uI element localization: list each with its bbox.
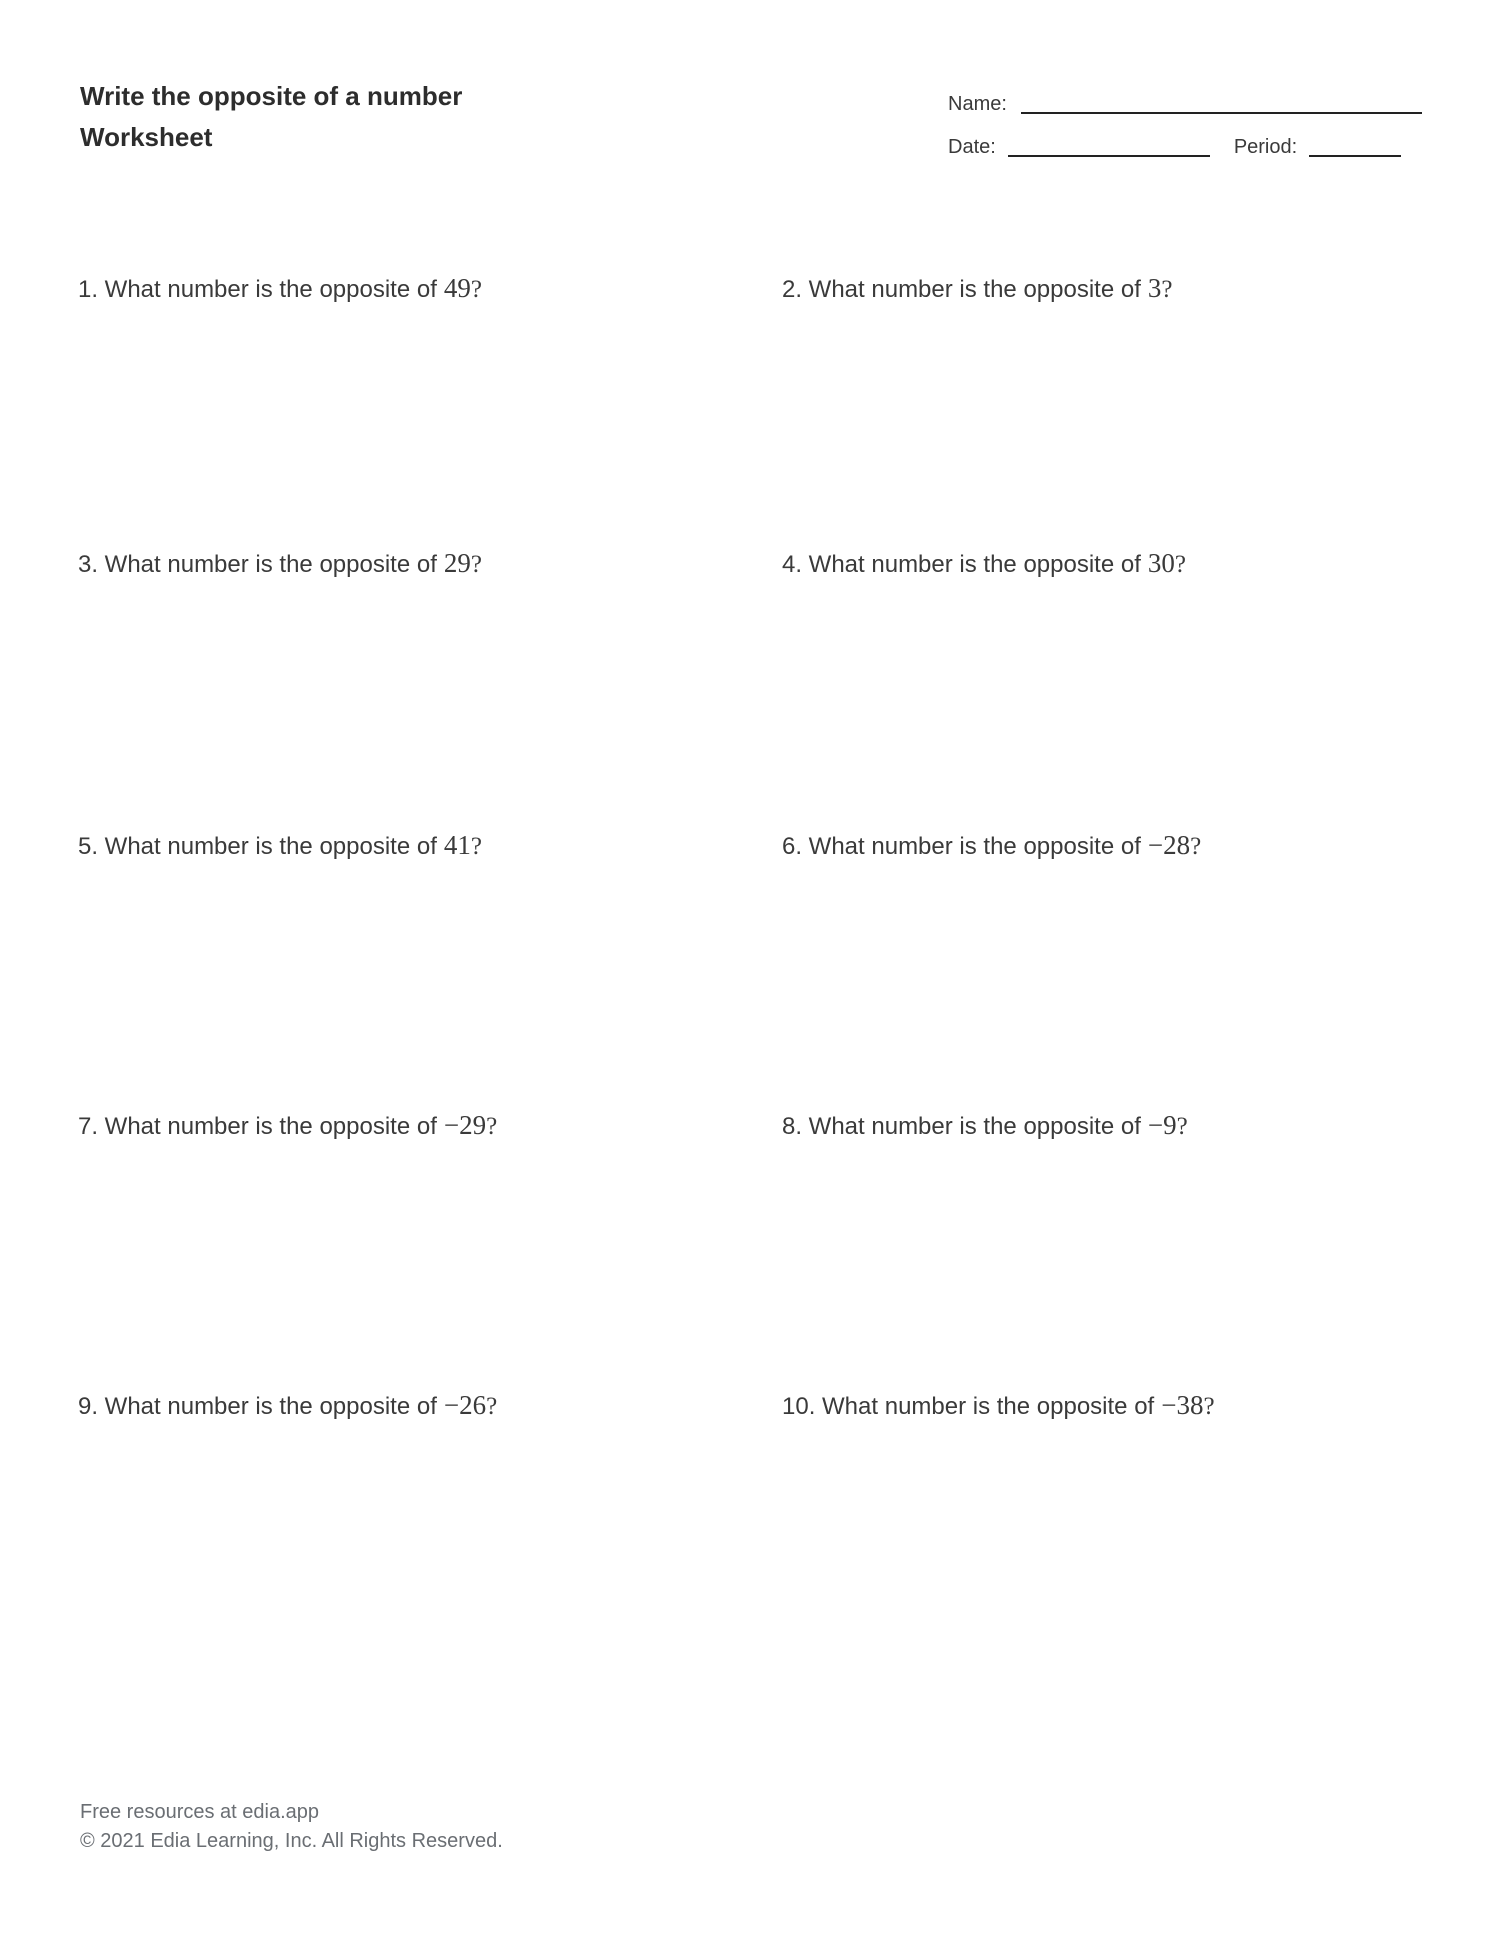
question-8-punct: ? [1176, 1113, 1188, 1140]
page-title [80, 76, 462, 158]
date-period-field-row [948, 135, 1422, 159]
question-4 [782, 547, 1186, 581]
question-3-label: 3. What number is the opposite of [78, 551, 437, 578]
question-7-value: −29 [443, 1110, 487, 1140]
question-1-punct: ? [470, 276, 482, 303]
question-1 [78, 272, 482, 306]
question-3 [78, 547, 482, 581]
question-1-value: 49 [443, 273, 471, 303]
question-8 [782, 1109, 1188, 1143]
footer-copyright: © 2021 Edia Learning, Inc. All Rights Reserved. [80, 1830, 503, 1852]
question-8-label: 8. What number is the opposite of [782, 1113, 1141, 1140]
question-10-label: 10. What number is the opposite of [782, 1393, 1155, 1420]
question-3-value: 29 [443, 548, 471, 578]
question-10-value: −38 [1161, 1390, 1204, 1420]
question-2 [782, 272, 1172, 306]
question-5 [78, 829, 482, 863]
question-5-label: 5. What number is the opposite of [78, 833, 437, 860]
question-10-punct: ? [1203, 1393, 1215, 1420]
name-field-row [948, 92, 1422, 116]
name-blank-line [1021, 96, 1422, 114]
question-3-punct: ? [470, 551, 482, 578]
question-8-value: −9 [1147, 1110, 1177, 1140]
period-label: Period: [1233, 136, 1298, 158]
question-5-value: 41 [443, 830, 471, 860]
question-7-label: 7. What number is the opposite of [78, 1113, 437, 1140]
header-fields [948, 92, 1422, 159]
question-2-label: 2. What number is the opposite of [782, 276, 1141, 303]
question-7 [78, 1109, 497, 1143]
period-blank-line [1309, 139, 1401, 157]
question-10 [782, 1389, 1215, 1423]
question-5-punct: ? [470, 833, 482, 860]
question-6 [782, 829, 1201, 863]
name-label: Name: [948, 93, 1007, 115]
question-2-punct: ? [1161, 276, 1173, 303]
date-blank-line [1008, 139, 1210, 157]
question-9-punct: ? [486, 1393, 498, 1420]
question-7-punct: ? [486, 1113, 498, 1140]
question-2-value: 3 [1147, 273, 1162, 303]
question-6-value: −28 [1147, 830, 1191, 860]
page-footer [80, 1798, 503, 1856]
question-4-punct: ? [1174, 551, 1186, 578]
question-9-value: −26 [443, 1390, 487, 1420]
question-4-value: 30 [1147, 548, 1175, 578]
page-title-line2: Worksheet [80, 122, 213, 152]
page-title-line1: Write the opposite of a number [80, 81, 463, 111]
question-9-label: 9. What number is the opposite of [78, 1393, 437, 1420]
date-label: Date: [948, 136, 996, 158]
question-9 [78, 1389, 497, 1423]
question-1-label: 1. What number is the opposite of [78, 276, 437, 303]
question-4-label: 4. What number is the opposite of [782, 551, 1141, 578]
footer-resources: Free resources at edia.app [80, 1801, 320, 1823]
question-6-label: 6. What number is the opposite of [782, 833, 1141, 860]
question-6-punct: ? [1190, 833, 1202, 860]
